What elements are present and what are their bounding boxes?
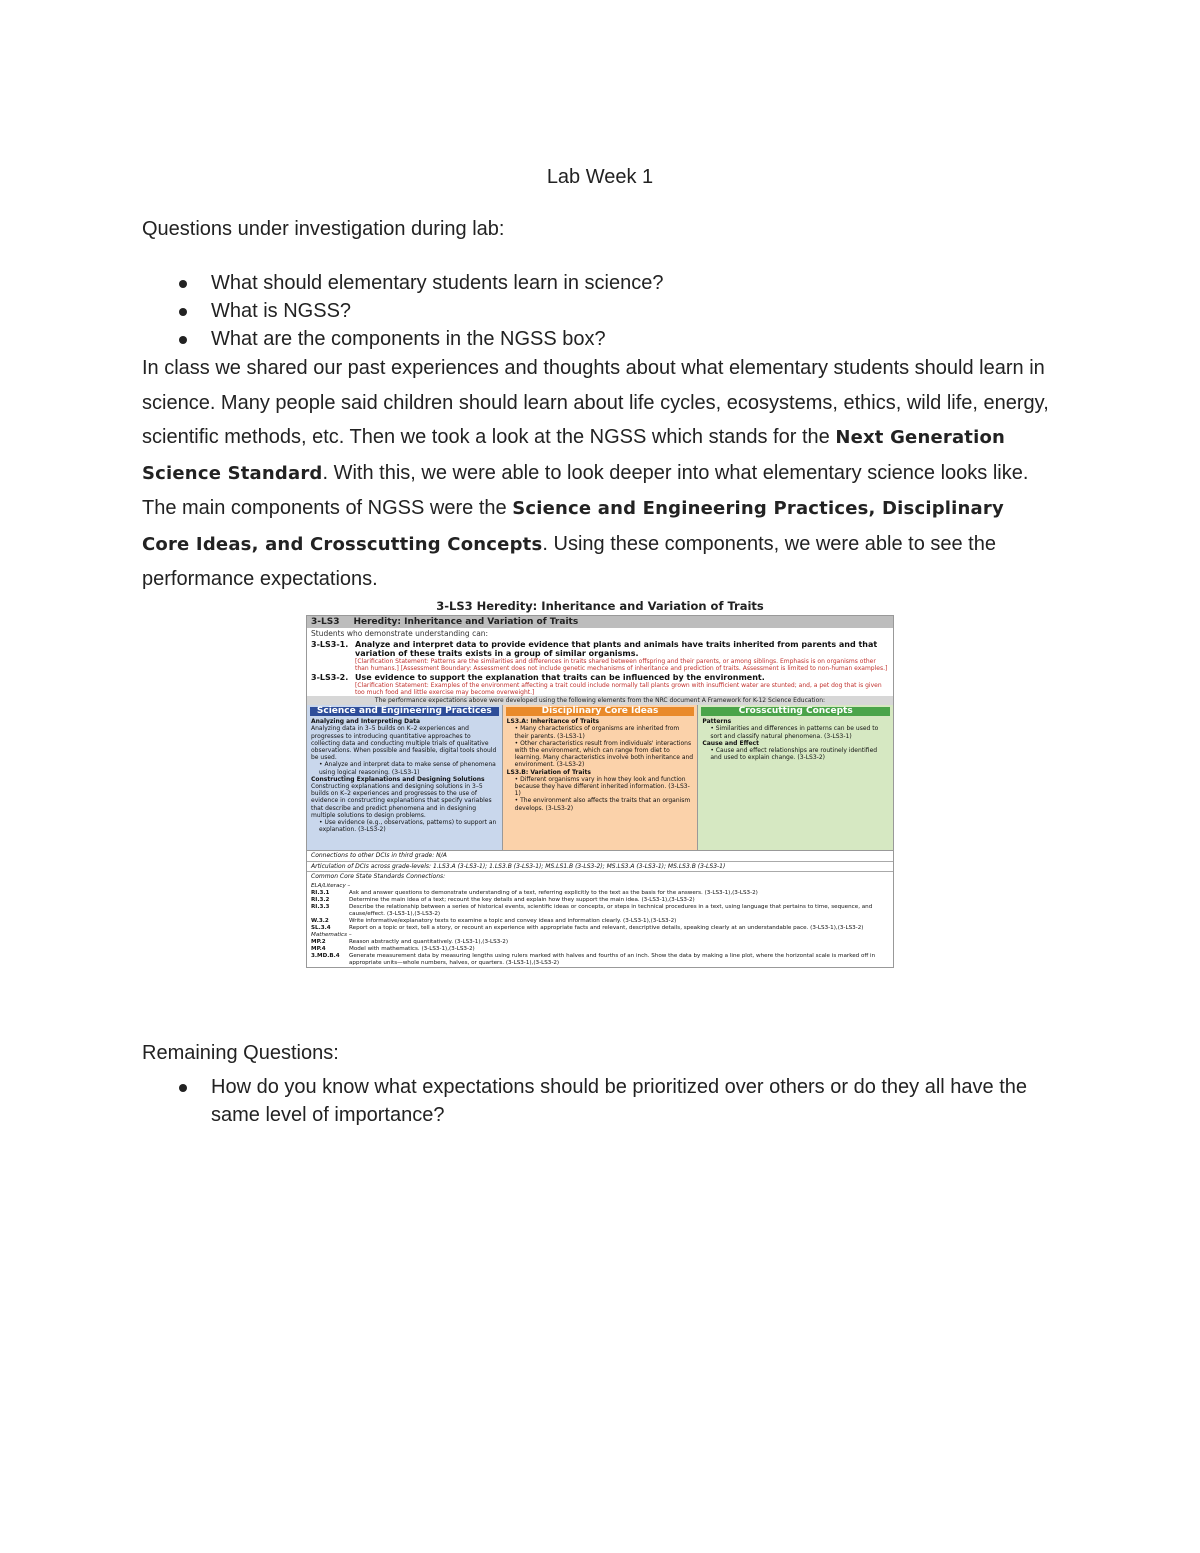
cc-heading: Cause and Effect [702, 739, 759, 747]
figure-header [307, 616, 893, 628]
cc-bullet: • Cause and effect relationships are routinely identified and used to explain change. (3-LS3-2) [710, 747, 878, 762]
ccss-text: Generate measurement data by measuring lengths using rulers marked with halves and fourths of an inch. Show the data by making a line plot, where the horizontal scale is marked off in appropriate units—whole numbers, halves, or quarters. (3-LS3-1),(3-LS3-2) [349, 952, 876, 966]
ela-label: ELA/Literacy – [311, 882, 351, 889]
paragraph-text: . With this, we were able to look deeper into what elementary science looks like. The main components of NGSS were the [142, 461, 1029, 519]
ccss-code: RI.3.2 [311, 896, 330, 903]
cc-bullet: • Similarities and differences in patterns can be used to sort and classify natural phenomena. (3-LS3-1) [710, 725, 879, 740]
pe-code: 3-LS3-2. [311, 673, 349, 682]
header-code: 3-LS3 [311, 617, 340, 627]
performance-expectation [307, 640, 893, 672]
pe-clarification: [Clarification Statement: Patterns are the similarities and differences in traits shared between offspring and their parents, or among siblings. Emphasis is on organisms other than humans.] [Assessment Boundary: Assessment does not include genetic mechanisms of inheritance and prediction of traits. Assessment is limited to non-human examples.] [355, 658, 888, 672]
ccss-code: MP.2 [311, 938, 326, 945]
dci-column [502, 705, 698, 850]
ccss-text: Ask and answer questions to demonstrate understanding of a text, referring explicitly to the text as the basis for the answers. (3-LS3-1),(3-LS3-2) [349, 889, 758, 896]
ccss-row [311, 918, 889, 925]
connections-dci: Connections to other DCIs in third grade: N/A [307, 850, 893, 861]
summary-paragraph [142, 351, 1057, 597]
foundation-columns [307, 705, 893, 850]
dci-bullet: • Different organisms vary in how they look and function because they have different inherited information. (3-LS3-1) [514, 775, 690, 798]
ccss-row [311, 897, 889, 904]
paragraph-text: In class we shared our past experiences and thoughts about what elementary students should learn in science. Many people said children should learn about life cycles, ecosystems, ethics, wild life, energy, scientific methods, etc. Then we took a look at the NGSS which stands for the [142, 357, 1049, 448]
dci-heading: LS3.A: Inheritance of Traits [506, 718, 600, 726]
ccss-text: Model with mathematics. (3-LS3-1),(3-LS3-2) [349, 945, 475, 952]
cc-heading: Patterns [702, 718, 732, 726]
ccss-row [311, 890, 889, 897]
remaining-questions-heading: Remaining Questions: [142, 1042, 339, 1064]
dci-column-header: Disciplinary Core Ideas [506, 707, 695, 716]
ccss-row [311, 925, 889, 932]
pe-clarification: [Clarification Statement: Examples of the environment affecting a trait could include normally tall plants grown with insufficient water are stunted; and, a pet dog that is given too much food and little exercise may become overweight.] [355, 682, 882, 696]
dci-column-body [503, 718, 698, 812]
ccss-text: Describe the relationship between a series of historical events, scientific ideas or concepts, or steps in technical procedures in a text, using language that pertains to time, sequence, and cause/effect. (3-LS3-1),(3-LS3-2) [349, 903, 873, 917]
ccss-code: MP.4 [311, 945, 326, 952]
articulation-line: Articulation of DCIs across grade-levels: 1.LS3.A (3-LS3-1); 1.LS3.B (3-LS3-1); MS.LS1.B (3-LS3-2); MS.LS3.A (3-LS3-1); MS.LS3.B (3-LS3-1) [307, 861, 893, 872]
ccss-row [311, 953, 889, 967]
cc-column-header: Crosscutting Concepts [701, 707, 890, 716]
sep-text: Analyzing data in 3–5 builds on K–2 experiences and progresses to introducing quantitative approaches to collecting data and conducting multiple trials of qualitative observations. When possible and feasible, digital tools should be used. [311, 725, 497, 762]
ccss-code: 3.MD.B.4 [311, 952, 340, 959]
ccss-code: RI.3.1 [311, 889, 330, 896]
sep-text: Constructing explanations and designing solutions in 3–5 builds on K–2 experiences and progresses to the use of evidence in constructing explanations that specify variables that describe and predict phenomena and in designing multiple solutions to design problems. [311, 783, 492, 819]
math-label: Mathematics – [311, 931, 352, 938]
pe-body [355, 673, 889, 696]
ccss-code: RI.3.3 [311, 903, 330, 910]
pe-body [355, 640, 889, 672]
figure-box [306, 615, 894, 968]
cc-column [697, 705, 893, 850]
ccss-connections [307, 882, 893, 967]
figure-subheader: Students who demonstrate understanding can: [311, 629, 489, 638]
sep-heading: Analyzing and Interpreting Data [311, 718, 421, 726]
ccss-text: Write informative/explanatory texts to examine a topic and convey ideas and information clearly. (3-LS3-1),(3-LS3-2) [349, 917, 677, 924]
figure-title: 3-LS3 Heredity: Inheritance and Variation of Traits [436, 599, 764, 613]
pe-text: Analyze and interpret data to provide evidence that plants and animals have traits inherited from parents and that variation of these traits exists in a group of similar organisms. [355, 640, 878, 658]
dci-bullet: • Other characteristics result from individuals' interactions with the environment, which can range from diet to learning. Many characteristics involve both inheritance and environment. (3-LS3-2) [514, 739, 694, 769]
ccss-text: Reason abstractly and quantitatively. (3-LS3-1),(3-LS3-2) [349, 938, 509, 945]
list-item: What should elementary students learn in science? [142, 269, 663, 297]
questions-list [142, 269, 663, 353]
ccss-code: W.3.2 [311, 917, 329, 924]
page-title: Lab Week 1 [546, 166, 654, 188]
questions-heading: Questions under investigation during lab: [142, 218, 505, 240]
cc-column-body [698, 718, 893, 761]
list-item: What is NGSS? [142, 297, 663, 325]
ccss-text: Report on a topic or text, tell a story, or recount an experience with appropriate facts and relevant, descriptive details, speaking clearly at an understandable pace. (3-LS3-1),(3-LS3-2) [349, 924, 864, 931]
sep-heading: Constructing Explanations and Designing Solutions [311, 775, 485, 783]
ngss-standard-figure [306, 598, 894, 1002]
sep-bullet: • Analyze and interpret data to make sense of phenomena using logical reasoning. (3-LS3-1) [319, 761, 496, 776]
dci-bullet: • The environment also affects the traits that an organism develops. (3-LS3-2) [514, 797, 691, 812]
sep-bullet: • Use evidence (e.g., observations, patterns) to support an explanation. (3-LS3-2) [319, 819, 497, 834]
list-item: What are the components in the NGSS box? [142, 325, 663, 353]
paragraph-bold-text: Next Generation Science Standard [142, 427, 1006, 484]
dci-bullet: • Many characteristics of organisms are inherited from their parents. (3-LS3-1) [514, 725, 680, 740]
paragraph-text: . Using these components, we were able to see the performance expectations. [142, 532, 996, 590]
pe-code: 3-LS3-1. [311, 640, 349, 649]
dci-heading: LS3.B: Variation of Traits [506, 768, 591, 776]
ccss-code: SL.3.4 [311, 924, 331, 931]
sep-column-body [307, 718, 502, 833]
ccss-row [311, 946, 889, 953]
pe-text: Use evidence to support the explanation that traits can be influenced by the environment. [355, 673, 765, 682]
header-title: Heredity: Inheritance and Variation of Traits [353, 617, 579, 627]
paragraph-bold-text: Science and Engineering Practices, Disciplinary Core Ideas, and Crosscutting Concepts [142, 498, 1004, 555]
ccss-row [311, 904, 889, 918]
performance-expectation [307, 673, 893, 696]
remaining-questions-list [142, 1073, 1072, 1129]
sep-column [307, 705, 502, 850]
ccss-heading: Common Core State Standards Connections: [307, 871, 893, 882]
ccss-text: Determine the main idea of a text; recount the key details and explain how they support the main idea. (3-LS3-1),(3-LS3-2) [349, 896, 695, 903]
list-item: How do you know what expectations should be prioritized over others or do they all have the same level of importance? [142, 1073, 1072, 1129]
ccss-row [311, 939, 889, 946]
framework-note: The performance expectations above were developed using the following elements from the NRC document A Framework for K-12 Science Education: [307, 696, 893, 705]
sep-column-header: Science and Engineering Practices [310, 707, 499, 716]
